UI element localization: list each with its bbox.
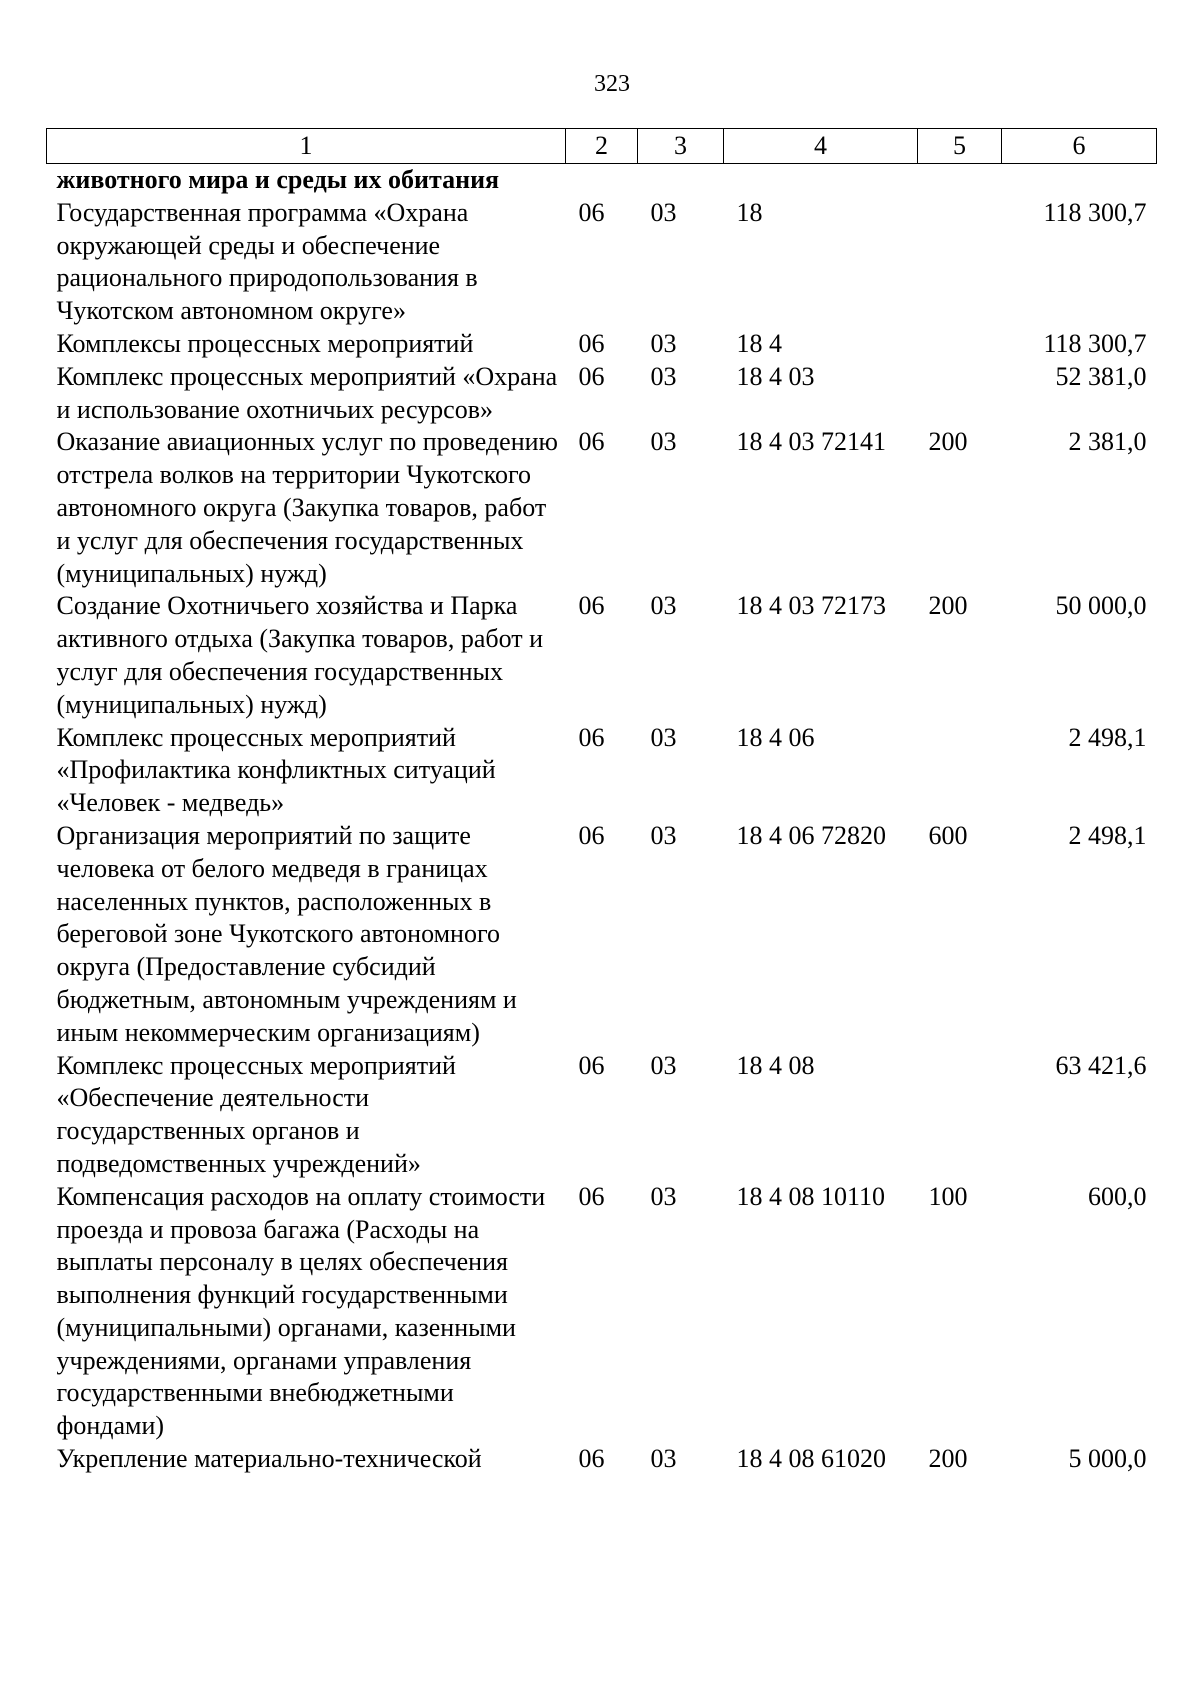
section-code: 06 xyxy=(578,361,605,391)
target-article-code: 18 4 08 10110 xyxy=(736,1181,886,1211)
section-code: 06 xyxy=(578,1181,605,1211)
section-code: 06 xyxy=(578,591,605,621)
amount: 2 498,1 xyxy=(1068,722,1147,752)
expense-type-code xyxy=(918,328,1002,361)
section-code: 06 xyxy=(578,427,605,457)
subsection-code xyxy=(638,164,724,197)
amount: 63 421,6 xyxy=(1055,1050,1147,1080)
column-header: 6 xyxy=(1002,129,1157,164)
amount xyxy=(1002,164,1157,197)
table-row xyxy=(47,426,1157,590)
subsection-code: 03 xyxy=(650,820,677,850)
item-name: Комплекс процессных мероприятий «Обеспечение деятельности государственных органов и подведомственных учреждений» xyxy=(56,1050,456,1178)
target-article-code: 18 4 03 72173 xyxy=(736,591,886,621)
section-code: 06 xyxy=(578,328,605,358)
section-code: 06 xyxy=(578,722,605,752)
page-number: 323 xyxy=(594,71,630,97)
amount: 2 498,1 xyxy=(1068,820,1147,850)
item-name: Организация мероприятий по защите человека от белого медведя в границах населенных пунктов, расположенных в береговой зоне Чукотского автономного округа (Предоставление субсидий бюджетным, автономным учреждениям и иным некоммерческим организациям) xyxy=(56,820,517,1047)
subsection-code: 03 xyxy=(650,1181,677,1211)
section-code xyxy=(566,164,638,197)
item-name: Комплексы процессных мероприятий xyxy=(56,328,474,358)
expense-type-code: 200 xyxy=(928,1444,968,1474)
table-row xyxy=(47,197,1157,328)
amount: 600,0 xyxy=(1088,1181,1147,1211)
section-code: 06 xyxy=(578,197,605,227)
subsection-code: 03 xyxy=(650,1050,677,1080)
target-article-code: 18 xyxy=(736,197,763,227)
target-article-code: 18 4 xyxy=(736,328,782,358)
column-header: 2 xyxy=(566,129,638,164)
amount: 118 300,7 xyxy=(1043,328,1147,358)
target-article-code: 18 4 06 72820 xyxy=(736,820,886,850)
subsection-code: 03 xyxy=(650,328,677,358)
target-article-code: 18 4 03 xyxy=(736,361,815,391)
table-row xyxy=(47,1443,1157,1476)
expense-type-code: 100 xyxy=(928,1181,968,1211)
budget-table xyxy=(46,128,1157,1476)
table-row xyxy=(47,328,1157,361)
target-article-code: 18 4 08 xyxy=(736,1050,815,1080)
table-row xyxy=(47,722,1157,820)
amount: 2 381,0 xyxy=(1068,427,1147,457)
subsection-code: 03 xyxy=(650,1444,677,1474)
column-header: 4 xyxy=(724,129,918,164)
amount: 5 000,0 xyxy=(1068,1444,1147,1474)
table-row xyxy=(47,1181,1157,1443)
table-row xyxy=(47,361,1157,427)
subsection-code: 03 xyxy=(650,591,677,621)
amount: 52 381,0 xyxy=(1055,361,1147,391)
column-header: 3 xyxy=(638,129,724,164)
expense-type-code xyxy=(918,197,1002,328)
section-code: 06 xyxy=(578,820,605,850)
item-name: Комплекс процессных мероприятий «Профилактика конфликтных ситуаций «Человек - медведь» xyxy=(56,722,496,818)
target-article-code xyxy=(724,164,918,197)
section-code: 06 xyxy=(578,1050,605,1080)
table-row xyxy=(47,1050,1157,1181)
column-header: 1 xyxy=(47,129,566,164)
subsection-code: 03 xyxy=(650,361,677,391)
amount: 118 300,7 xyxy=(1043,197,1147,227)
table-row xyxy=(47,164,1157,197)
item-name: Создание Охотничьего хозяйства и Парка активного отдыха (Закупка товаров, работ и услуг для обеспечения государственных (муниципальных) нужд) xyxy=(56,591,544,719)
expense-type-code: 200 xyxy=(928,591,968,621)
target-article-code: 18 4 03 72141 xyxy=(736,427,886,457)
expense-type-code: 200 xyxy=(928,427,968,457)
table-row xyxy=(47,590,1157,721)
target-article-code: 18 4 08 61020 xyxy=(736,1444,886,1474)
subsection-code: 03 xyxy=(650,197,677,227)
item-name: Компенсация расходов на оплату стоимости проезда и провоза багажа (Расходы на выплаты персоналу в целях обеспечения выполнения функций государственными (муниципальными) органами, казенными учреждениями, органами управления государственными внебюджетными фондами) xyxy=(56,1181,546,1441)
item-name: животного мира и среды их обитания xyxy=(56,165,500,194)
subsection-code: 03 xyxy=(650,427,677,457)
item-name: Комплекс процессных мероприятий «Охрана и использование охотничьих ресурсов» xyxy=(56,361,558,424)
item-name: Оказание авиационных услуг по проведению отстрела волков на территории Чукотского автономного округа (Закупка товаров, работ и услуг для обеспечения государственных (муниципальных) нужд) xyxy=(56,427,558,588)
expense-type-code: 600 xyxy=(928,820,968,850)
expense-type-code xyxy=(918,1050,1002,1181)
table-header-row xyxy=(47,129,1157,164)
subsection-code: 03 xyxy=(650,722,677,752)
item-name: Государственная программа «Охрана окружающей среды и обеспечение рационального природопользования в Чукотском автономном округе» xyxy=(56,197,478,326)
section-code: 06 xyxy=(578,1444,605,1474)
target-article-code: 18 4 06 xyxy=(736,722,815,752)
expense-type-code xyxy=(918,361,1002,427)
item-name: Укрепление материально-технической xyxy=(56,1444,482,1474)
amount: 50 000,0 xyxy=(1055,591,1147,621)
expense-type-code xyxy=(918,722,1002,820)
column-header: 5 xyxy=(918,129,1002,164)
expense-type-code xyxy=(918,164,1002,197)
table-row xyxy=(47,820,1157,1050)
